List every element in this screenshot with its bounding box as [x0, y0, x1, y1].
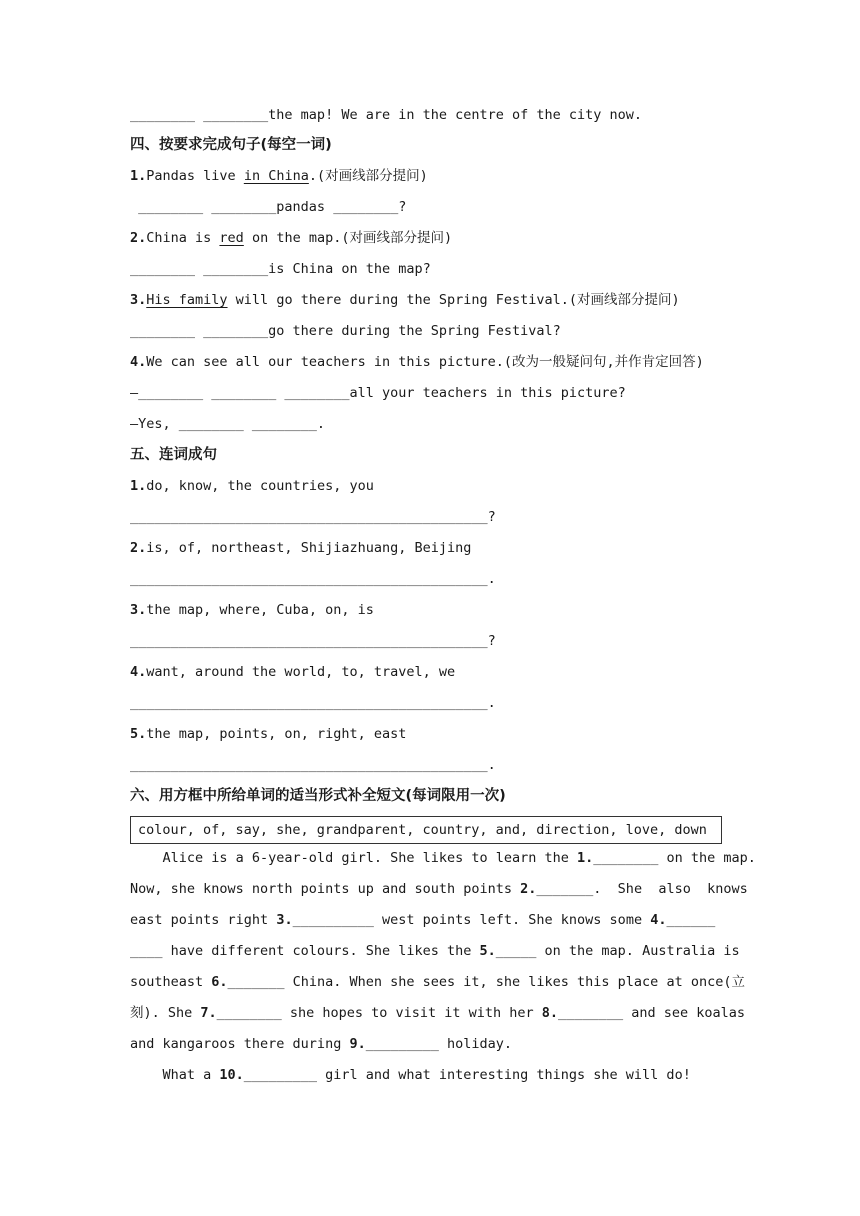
question-number: 2.	[130, 230, 147, 246]
blank-number: 1.	[577, 850, 594, 866]
passage-text: Alice is a 6-year-old girl. She likes to learn the	[130, 850, 578, 866]
passage-text: _____ on the map. Australia is	[495, 943, 740, 959]
blank-number: 9.	[349, 1036, 366, 1052]
item-words: want, around the world, to, travel, we	[146, 664, 456, 680]
s4-answer-3: ________ ________go there during the Spring Festival?	[130, 323, 561, 339]
passage-text: __________ west points left. She knows some	[292, 912, 651, 928]
underlined-phrase: red	[219, 230, 244, 246]
passage-text: ________ and see koalas	[558, 1005, 745, 1021]
item-number: 5.	[130, 726, 147, 742]
item-number: 4.	[130, 664, 147, 680]
item-words: is, of, northeast, Shijiazhuang, Beijing	[146, 540, 472, 556]
passage-line-1	[130, 848, 756, 868]
blank-number: 10.	[219, 1067, 244, 1083]
s4-answer-2: ________ ________is China on the map?	[130, 261, 431, 277]
passage-text: 刻). She	[130, 1005, 201, 1021]
s5-answer-5: ____________________________________________.	[130, 757, 496, 773]
passage-line-4	[130, 941, 740, 961]
underlined-phrase: His family	[146, 292, 228, 308]
blank-number: 7.	[200, 1005, 217, 1021]
question-number: 1.	[130, 168, 147, 184]
passage-text: _________ holiday.	[365, 1036, 513, 1052]
passage-text: Now, she knows north points up and south points	[130, 881, 521, 897]
s5-answer-2: ____________________________________________.	[130, 571, 496, 587]
blank-number: 5.	[479, 943, 496, 959]
passage-text: east points right	[130, 912, 277, 928]
blank-number: 4.	[650, 912, 667, 928]
passage-text: ________ on the map.	[593, 850, 756, 866]
passage-text: ________ she hopes to visit it with her	[216, 1005, 542, 1021]
s5-answer-3: ____________________________________________?	[130, 633, 496, 649]
item-words: the map, points, on, right, east	[146, 726, 407, 742]
question-text: Pandas live	[146, 168, 244, 184]
blank-number: 6.	[211, 974, 228, 990]
s4-question-3	[130, 290, 730, 310]
blank-number: 3.	[276, 912, 293, 928]
s5-item-5	[130, 724, 730, 744]
passage-line-3	[130, 910, 734, 930]
s5-answer-1: ____________________________________________?	[130, 509, 496, 525]
question-instruction: .(对画线部分提问)	[308, 168, 428, 184]
passage-line-7	[130, 1034, 734, 1054]
passage-text: ____ have different colours. She likes the	[130, 943, 480, 959]
item-number: 1.	[130, 478, 147, 494]
s5-item-4	[130, 662, 730, 682]
item-words: do, know, the countries, you	[146, 478, 374, 494]
question-number: 4.	[130, 354, 147, 370]
blank-number: 2.	[520, 881, 537, 897]
s4-question-2	[130, 228, 730, 248]
s4-question-4	[130, 352, 730, 372]
s4-answer-4b: —Yes, ________ ________.	[130, 416, 326, 432]
passage-line-6	[130, 1003, 745, 1023]
question-text: China is	[146, 230, 220, 246]
passage-line-2	[130, 879, 748, 899]
passage-text: _______ China. When she sees it, she likes this place at once(立	[227, 974, 745, 990]
passage-text: _______. She also knows	[536, 881, 748, 897]
underlined-phrase: in China	[243, 168, 309, 184]
question-number: 3.	[130, 292, 147, 308]
passage-text: _________ girl and what interesting things she will do!	[243, 1067, 691, 1083]
passage-line-8	[130, 1065, 734, 1085]
section-5-title: 五、连词成句	[130, 447, 217, 463]
s5-item-1	[130, 476, 730, 496]
question-text: We can see all our teachers in this picture.(改为一般疑问句,并作肯定回答)	[146, 354, 704, 370]
word-bank-box: colour, of, say, she, grandparent, country, and, direction, love, down	[130, 816, 722, 844]
blank-number: 8.	[541, 1005, 559, 1021]
section-6-title: 六、用方框中所给单词的适当形式补全短文(每词限用一次)	[130, 788, 506, 804]
passage-line-5	[130, 972, 745, 992]
question-instruction: on the map.(对画线部分提问)	[243, 230, 453, 246]
continued-answer-line: ________ ________the map! We are in the centre of the city now.	[130, 107, 643, 123]
s4-question-1	[130, 166, 730, 186]
s5-item-2	[130, 538, 730, 558]
section-4-title: 四、按要求完成句子(每空一词)	[130, 137, 332, 153]
passage-text: southeast	[130, 974, 212, 990]
item-number: 3.	[130, 602, 147, 618]
s4-answer-1: ________ ________pandas ________?	[130, 199, 407, 215]
s4-answer-4a: —________ ________ ________all your teachers in this picture?	[130, 385, 626, 401]
s5-item-3	[130, 600, 730, 620]
item-number: 2.	[130, 540, 147, 556]
passage-text: ______	[666, 912, 716, 928]
passage-text: What a	[130, 1067, 220, 1083]
question-instruction: will go there during the Spring Festival.(对画线部分提问)	[227, 292, 680, 308]
passage-text: and kangaroos there during	[130, 1036, 350, 1052]
item-words: the map, where, Cuba, on, is	[146, 602, 374, 618]
s5-answer-4: ____________________________________________.	[130, 695, 496, 711]
